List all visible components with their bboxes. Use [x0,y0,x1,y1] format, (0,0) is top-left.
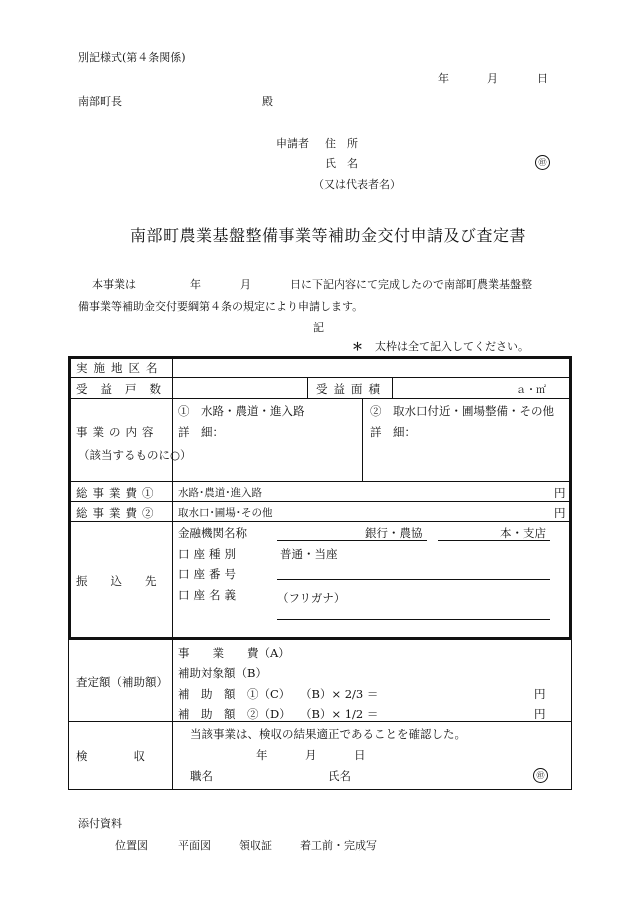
attachment-item: 着工前・完成写 [300,839,377,852]
area-unit: ａ・㎡ [516,385,546,396]
attachment-item: 領収証 [239,839,272,852]
document-title: 南部町農業基盤整備事業等補助金交付申請及び査定書 [130,226,527,245]
bank-type: 銀行・農協 [365,526,423,540]
inspector-seal: ㊞ [533,768,548,783]
total2-yen: 円 [554,506,566,520]
option-2: ② 取水口付近・圃場整備・その他 [370,404,554,418]
subsidy-1-yen: 円 [534,687,546,701]
inspection-text: 当該事業は、検収の結果適正であることを確認した。 [190,727,466,741]
seal-mark: ㊞ [535,155,550,170]
inspection-label: 検 収 [76,749,145,763]
content-sub: （該当するものに○） [78,448,192,462]
total2-text: 取水口･圃場･その他 [178,507,273,519]
ki-marker: 記 [313,321,324,334]
note-star: ＊ [352,340,363,353]
furigana-label: （フリガナ） [277,591,346,605]
addressee: 南部町長 [78,95,122,108]
inspection-day: 日 [354,748,366,762]
note-text: 太枠は全て記入してください。 [375,340,529,353]
subsidy-target-b: 補助対象額（B） [178,666,267,680]
subsidy-1-formula: （B）× 2/3 ＝ [300,687,379,701]
account-name-label: 口座名義 [178,588,240,602]
applicant-label: 申請者 [276,137,309,150]
subsidy-2-label: 補 助 額 ②（D） [178,707,291,721]
post-label: 職名 [190,769,213,783]
total1-text: 水路･農道･進入路 [178,487,262,499]
honorific: 殿 [262,95,273,108]
branch-type: 本・支店 [500,526,546,540]
date-day: 日 [537,72,548,85]
cost-a: 事 業 費（A） [178,646,290,660]
account-type-label: 口座種別 [178,547,240,561]
location-label: 実施地区名 [76,361,164,375]
attachments-label: 添付資料 [78,817,122,830]
subsidy-1-label: 補 助 額 ①（C） [178,687,291,701]
form-reference: 別記様式(第４条関係) [78,51,186,64]
body-text-1a: 本事業は [92,278,136,291]
total1-yen: 円 [554,486,566,500]
name-label: 氏 名 [325,157,358,170]
inspection-year: 年 [256,748,268,762]
inspection-month: 月 [305,748,317,762]
content-label: 事業の内容 [76,425,159,439]
date-month: 月 [487,72,498,85]
attachment-item: 平面図 [178,839,211,852]
body-year: 年 [190,278,201,291]
total1-label: 総事業費① [76,486,159,500]
inspector-name-label: 氏名 [328,769,351,783]
account-type-value: 普通・当座 [280,547,338,561]
body-text-2: 備事業等補助金交付要綱第４条の規定により申請します。 [78,300,364,313]
subsidy-2-yen: 円 [534,707,546,721]
option-1: ① 水路・農道・進入路 [178,404,305,418]
account-number-label: 口座番号 [178,567,240,581]
detail-1: 詳 細： [178,425,224,439]
subsidy-2-formula: （B）× 1/2 ＝ [300,707,379,721]
bank-label: 金融機関名称 [178,526,247,540]
detail-2: 詳 細： [370,425,416,439]
area-label: 受益面積 [316,382,386,396]
representative-note: （又は代表者名） [313,178,401,191]
body-text-1b: 日に下記内容にて完成したので南部町農業基盤整 [290,278,532,291]
households-label: 受益戸数 [76,382,174,396]
total2-label: 総事業費② [76,506,159,520]
address-label: 住 所 [325,137,358,150]
attachment-item: 位置図 [115,839,148,852]
assessment-label: 査定額（補助額） [76,675,168,689]
date-year: 年 [438,72,449,85]
body-month: 月 [240,278,251,291]
transfer-label: 振 込 先 [76,574,157,588]
